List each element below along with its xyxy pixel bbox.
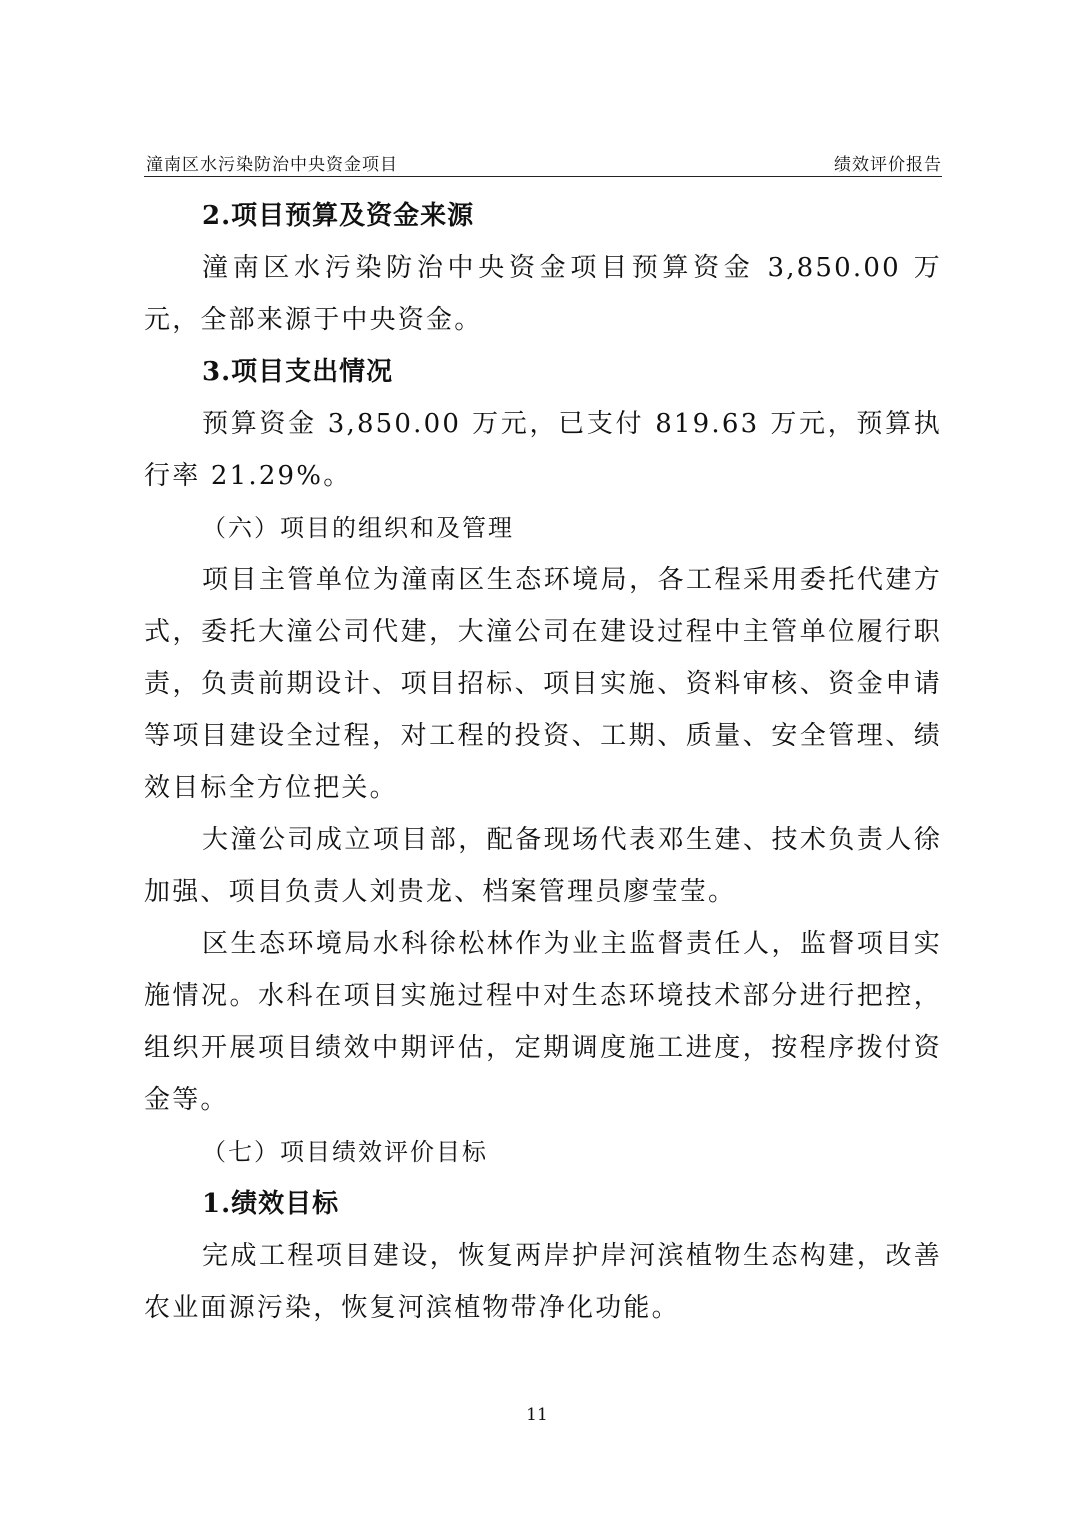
section-heading-organization: （六）项目的组织和及管理 bbox=[202, 514, 514, 542]
paragraph-budget-source: 潼南区水污染防治中央资金项目预算资金 3,850.00 万元，全部来源于中央资金。 bbox=[144, 253, 942, 335]
paragraph-expenditure: 预算资金 3,850.00 万元，已支付 819.63 万元，预算执行率 21.29%。 bbox=[144, 409, 942, 491]
section-heading-performance-goals: （七）项目绩效评价目标 bbox=[202, 1138, 488, 1166]
header-project-title: 潼南区水污染防治中央资金项目 bbox=[146, 155, 398, 175]
page-header bbox=[144, 142, 942, 177]
document-body bbox=[144, 190, 942, 1334]
paragraph-organization-3: 区生态环境局水科徐松林作为业主监督责任人，监督项目实施情况。水科在项目实施过程中对生态环境技术部分进行把控，组织开展项目绩效中期评估，定期调度施工进度，按程序拨付资金等。 bbox=[144, 929, 942, 1115]
heading-expenditure: 3.项目支出情况 bbox=[202, 357, 394, 387]
paragraph-organization-1: 项目主管单位为潼南区生态环境局，各工程采用委托代建方式，委托大潼公司代建，大潼公司在建设过程中主管单位履行职责，负责前期设计、项目招标、项目实施、资料审核、资金申请等项目建设全过程，对工程的投资、工期、质量、安全管理、绩效目标全方位把关。 bbox=[144, 565, 942, 803]
heading-budget-source: 2.项目预算及资金来源 bbox=[202, 201, 475, 231]
paragraph-performance-goal: 完成工程项目建设，恢复两岸护岸河滨植物生态构建，改善农业面源污染，恢复河滨植物带净化功能。 bbox=[144, 1241, 942, 1323]
header-report-title: 绩效评价报告 bbox=[834, 155, 942, 175]
page-number: 11 bbox=[526, 1405, 548, 1425]
heading-performance-goal: 1.绩效目标 bbox=[202, 1189, 340, 1219]
paragraph-organization-2: 大潼公司成立项目部，配备现场代表邓生建、技术负责人徐加强、项目负责人刘贵龙、档案管理员廖莹莹。 bbox=[144, 825, 942, 907]
